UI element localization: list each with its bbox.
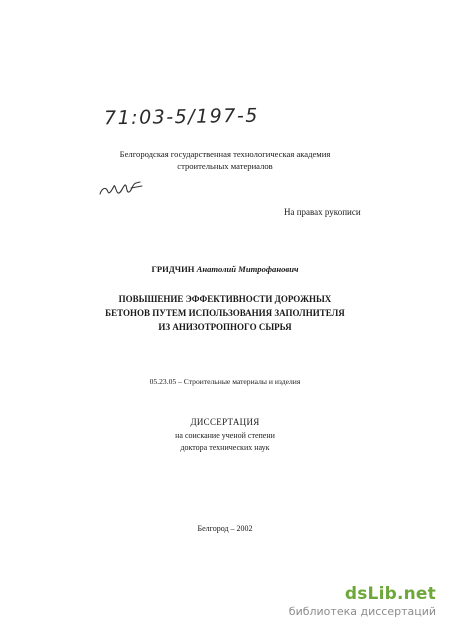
handwritten-mark [96,176,146,200]
thesis-title-line-1: ПОВЫШЕНИЕ ЭФФЕКТИВНОСТИ ДОРОЖНЫХ [118,294,332,304]
dslib-logo: dsLib.net [344,584,436,604]
degree-line-1: на соискание ученой степени [175,431,275,440]
thesis-title-line-2: БЕТОНОВ ПУТЕМ ИСПОЛЬЗОВАНИЯ ЗАПОЛНИТЕЛЯ [105,308,345,318]
dslib-watermark [289,584,436,619]
author-given-name: Анатолий Митрофанович [196,264,299,274]
degree-line-2: доктора технических наук [180,443,270,452]
manuscript-rights-note: На правах рукописи [284,207,361,217]
author-surname: ГРИДЧИН [151,264,195,274]
city-year: Белгород – 2002 [197,524,253,533]
institution-line-1: Белгородская государственная технологическая академия [119,149,331,159]
thesis-title-line-3: ИЗ АНИЗОТРОПНОГО СЫРЬЯ [158,322,292,332]
dslib-subtitle: библиотека диссертаций [288,605,436,618]
catalog-stamp: 71:03-5/197-5 [103,104,259,130]
dissertation-label: ДИССЕРТАЦИЯ [190,417,260,427]
institution-line-2: строительных материалов [177,161,273,171]
specialty-code: 05.23.05 – Строительные материалы и изделия [149,377,301,386]
author-line [0,264,450,274]
